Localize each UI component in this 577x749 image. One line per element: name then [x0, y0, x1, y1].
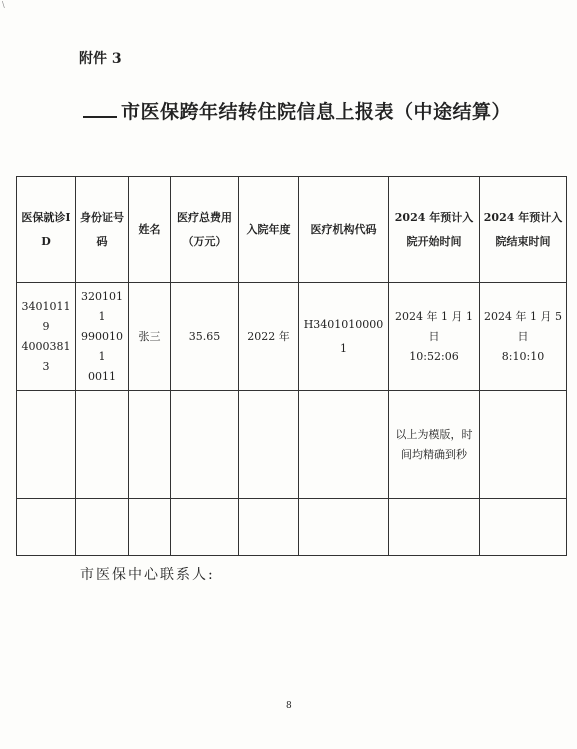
empty-cell — [239, 391, 299, 499]
empty-cell — [129, 391, 171, 499]
cell-id-number: 3201011 9900101 0011 — [76, 283, 129, 391]
empty-cell — [76, 499, 129, 556]
table-row — [17, 499, 567, 556]
empty-cell — [171, 499, 239, 556]
header-total-cost: 医疗总费用（万元） — [171, 177, 239, 283]
empty-cell — [389, 499, 480, 556]
header-id-number: 身份证号码 — [76, 177, 129, 283]
cell-start-time: 2024 年 1 月 1 日 10:52:06 — [389, 283, 480, 391]
empty-cell — [171, 391, 239, 499]
table-row — [17, 283, 567, 391]
empty-cell — [299, 499, 389, 556]
scan-mark: \ — [2, 0, 5, 9]
empty-cell — [239, 499, 299, 556]
table-row — [17, 391, 567, 499]
empty-cell — [129, 499, 171, 556]
empty-cell — [480, 391, 567, 499]
empty-cell — [480, 499, 567, 556]
cell-total-cost: 35.65 — [171, 283, 239, 391]
cell-institution-code: H34010100001 — [299, 283, 389, 391]
cell-admission-year: 2022 年 — [239, 283, 299, 391]
empty-cell — [299, 391, 389, 499]
report-table — [16, 176, 567, 556]
header-visit-id: 医保就诊ID — [17, 177, 76, 283]
title-text: 市医保跨年结转住院信息上报表（中途结算） — [121, 101, 512, 123]
empty-cell — [17, 499, 76, 556]
empty-cell — [17, 391, 76, 499]
header-institution-code: 医疗机构代码 — [299, 177, 389, 283]
template-note: 以上为模版，时 间均精确到秒 — [389, 391, 480, 499]
page-number: 8 — [286, 701, 292, 711]
empty-cell — [76, 391, 129, 499]
cell-end-time: 2024 年 1 月 5 日 8:10:10 — [480, 283, 567, 391]
attachment-label: 附件 3 — [79, 51, 122, 67]
page-title — [83, 97, 511, 124]
cell-name: 张三 — [129, 283, 171, 391]
header-end-time: 2024 年预计入院结束时间 — [480, 177, 567, 283]
header-admission-year: 入院年度 — [239, 177, 299, 283]
cell-visit-id: 34010119 40003813 — [17, 283, 76, 391]
header-start-time: 2024 年预计入院开始时间 — [389, 177, 480, 283]
header-row — [17, 177, 567, 283]
contact-label: 市医保中心联系人: — [80, 567, 215, 583]
title-blank-line — [83, 98, 117, 118]
header-name: 姓名 — [129, 177, 171, 283]
